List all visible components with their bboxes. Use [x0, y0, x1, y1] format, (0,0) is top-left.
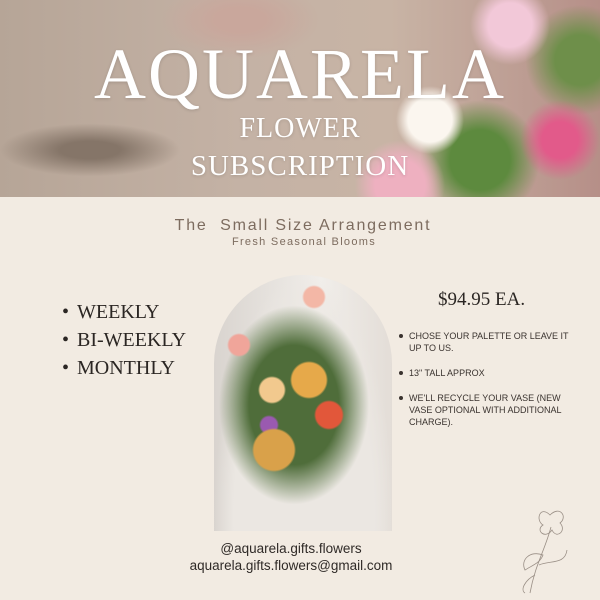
hero-flower-photo [0, 0, 600, 197]
brand-subtitle-subscription: SUBSCRIPTION [190, 150, 410, 182]
brand-title: AQUARELA [94, 34, 506, 114]
product-title: The Small Size Arrangement [174, 217, 432, 234]
contact-email: aquarela.gifts.flowers@gmail.com [189, 558, 393, 573]
feature-vase: WE'LL RECYCLE YOUR VASE (NEW VASE OPTIONAL WITH ADDITIONAL CHARGE). [398, 392, 578, 428]
frequency-weekly: • WEEKLY [62, 298, 186, 326]
price: $94.95 EA. [438, 289, 526, 310]
product-subtitle: Fresh Seasonal Blooms [231, 236, 377, 248]
frequency-biweekly: • BI-WEEKLY [62, 326, 186, 354]
arrangement-photo [214, 275, 392, 531]
frequency-list [62, 298, 186, 382]
feature-height: 13" TALL APPROX [398, 367, 578, 379]
flower-sketch-icon [505, 495, 585, 595]
feature-palette: CHOSE YOUR PALETTE OR LEAVE IT UP TO US. [398, 330, 578, 354]
feature-list [398, 330, 578, 441]
frequency-monthly: • MONTHLY [62, 354, 186, 382]
brand-subtitle-flower: FLOWER [239, 113, 361, 144]
instagram-handle: @aquarela.gifts.flowers [220, 541, 362, 556]
